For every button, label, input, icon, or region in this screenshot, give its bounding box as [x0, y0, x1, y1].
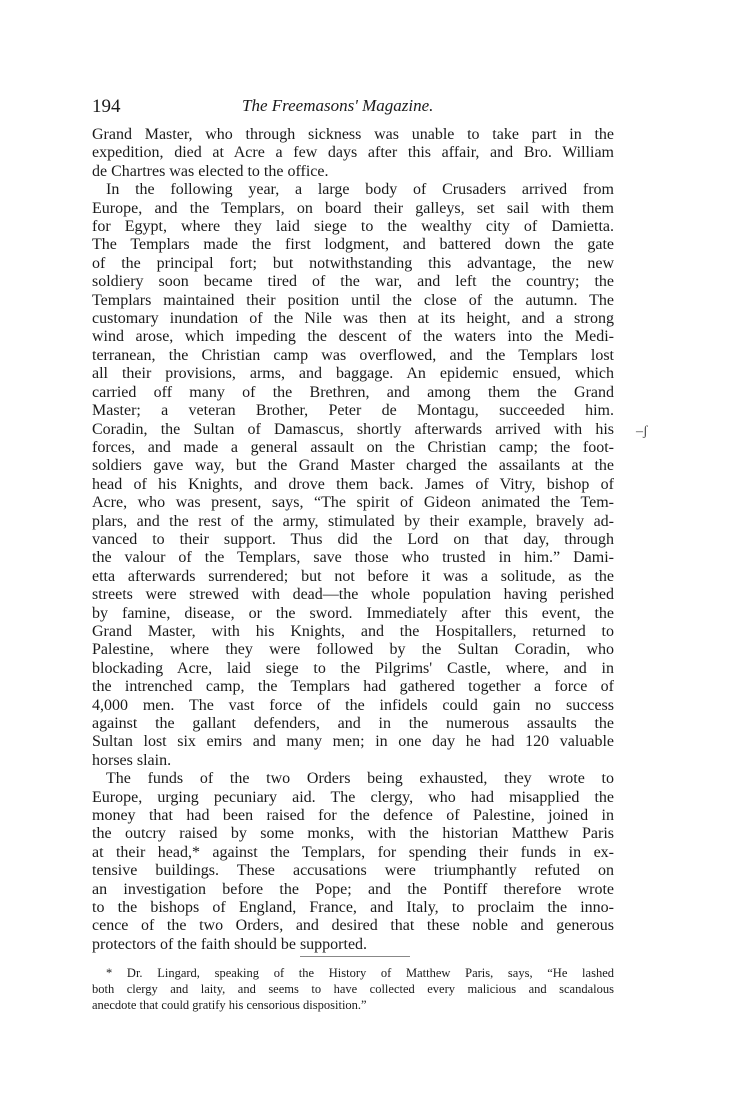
text-line: all their provisions, arms, and baggage. An epidemic ensued, which [92, 365, 614, 383]
text-line: Sultan lost six emirs and many men; in one day he had 120 valuable [92, 733, 614, 751]
text-line: cence of the two Orders, and desired that these noble and generous [92, 917, 614, 935]
text-line: the valour of the Templars, save those who trusted in him.” Dami- [92, 549, 614, 567]
text-line: to the bishops of England, France, and Italy, to proclaim the inno- [92, 899, 614, 917]
text-line: plars, and the rest of the army, stimulated by their example, bravely ad- [92, 512, 614, 530]
text-line: Templars maintained their position until the close of the autumn. The [92, 291, 614, 309]
text-line: money that had been raised for the defence of Palestine, joined in [92, 807, 614, 825]
footnote-line: * Dr. Lingard, speaking of the History of Matthew Paris, says, “He lashed [106, 966, 614, 980]
text-line: Grand Master, who through sickness was unable to take part in the [92, 126, 614, 143]
text-line: wind arose, which impeding the descent of the waters into the Medi- [92, 328, 614, 346]
text-line: Coradin, the Sultan of Damascus, shortly afterwards arrived with his [92, 420, 614, 438]
text-line: protectors of the faith should be supported. [92, 935, 368, 953]
page-number: 194 [92, 96, 121, 117]
text-line: carried off many of the Brethren, and among them the Grand [92, 383, 614, 401]
article-body [92, 126, 614, 954]
text-line: de Chartres was elected to the office. [92, 162, 329, 180]
margin-mark: –ʃ [636, 424, 648, 439]
text-line: for Egypt, where they laid siege to the wealthy city of Damietta. [92, 218, 614, 236]
text-line: etta afterwards surrendered; but not before it was a solitude, as the [92, 567, 614, 585]
text-line: the intrenched camp, the Templars had gathered together a force of [92, 678, 614, 696]
text-line: Master; a veteran Brother, Peter de Montagu, succeeded him. [92, 402, 614, 420]
text-line: the outcry raised by some monks, with the historian Matthew Paris [92, 825, 614, 843]
text-line: terranean, the Christian camp was overflowed, and the Templars lost [92, 346, 614, 364]
text-line: In the following year, a large body of Crusaders arrived from [106, 181, 614, 199]
page-header [92, 96, 652, 118]
text-line: vanced to their support. Thus did the Lord on that day, through [92, 530, 614, 548]
text-line: by famine, disease, or the sword. Immediately after this event, the [92, 604, 614, 622]
text-line: soldiers gave way, but the Grand Master charged the assailants at the [92, 457, 614, 475]
text-line: horses slain. [92, 751, 172, 769]
text-line: head of his Knights, and drove them back. James of Vitry, bishop of [92, 475, 614, 493]
text-line: blockading Acre, laid siege to the Pilgrims' Castle, where, and in [92, 659, 614, 677]
text-line: Europe, urging pecuniary aid. The clergy, who had misapplied the [92, 788, 614, 806]
text-line: at their head,* against the Templars, for spending their funds in ex- [92, 843, 614, 861]
text-line: customary inundation of the Nile was then at its height, and a strong [92, 310, 614, 328]
text-line: expedition, died at Acre a few days after this affair, and Bro. William [92, 144, 614, 162]
text-line: Acre, who was present, says, “The spirit of Gideon animated the Tem- [92, 494, 614, 512]
text-line: Grand Master, with his Knights, and the Hospitallers, returned to [92, 622, 614, 640]
footnote-line: both clergy and laity, and seems to have collected every malicious and scandalous [92, 982, 614, 996]
text-line: Palestine, where they were followed by the Sultan Coradin, who [92, 641, 614, 659]
footnote-rule [300, 956, 410, 957]
text-line: The Templars made the first lodgment, and battered down the gate [92, 236, 614, 254]
text-line: against the gallant defenders, and in the numerous assaults the [92, 715, 614, 732]
text-line: Europe, and the Templars, on board their galleys, set sail with them [92, 199, 614, 217]
running-title: The Freemasons' Magazine. [242, 96, 434, 115]
text-line: tensive buildings. These accusations were triumphantly refuted on [92, 862, 614, 880]
text-line: 4,000 men. The vast force of the infidels could gain no success [92, 696, 614, 714]
text-line: of the principal fort; but notwithstanding this advantage, the new [92, 254, 614, 272]
footnote [92, 965, 614, 1013]
text-line: The funds of the two Orders being exhausted, they wrote to [106, 770, 614, 788]
text-line: forces, and made a general assault on the Christian camp; the foot- [92, 438, 614, 456]
text-line: streets were strewed with dead—the whole population having perished [92, 586, 614, 604]
footnote-line: anecdote that could gratify his censorious disposition.” [92, 998, 367, 1012]
text-line: soldiery soon became tired of the war, and left the country; the [92, 273, 614, 291]
text-line: an investigation before the Pope; and the Pontiff therefore wrote [92, 880, 614, 898]
